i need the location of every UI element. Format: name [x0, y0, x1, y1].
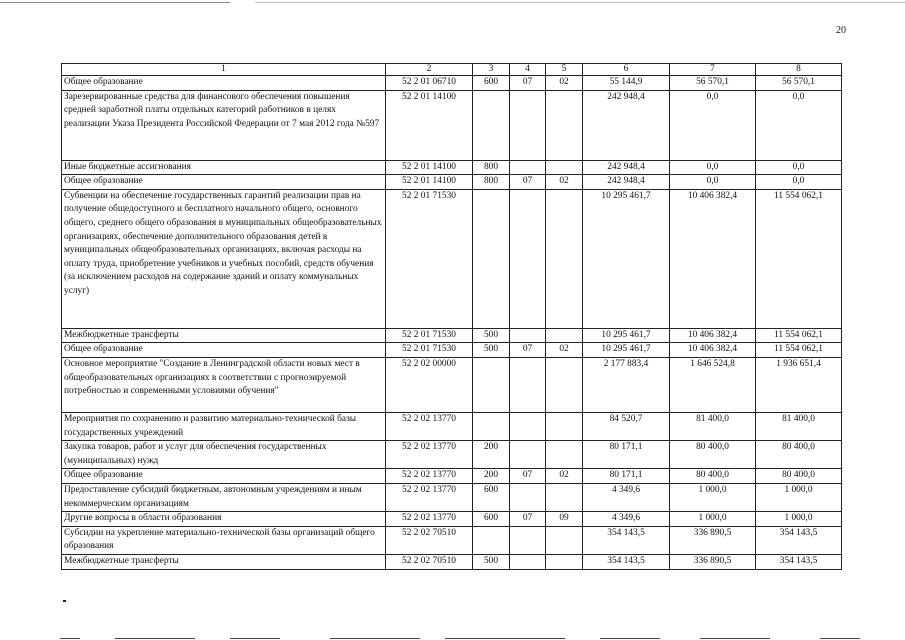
row-value-1: 354 143,5	[583, 554, 670, 569]
row-value-2: 0,0	[670, 160, 756, 175]
row-vr: 600	[473, 512, 510, 527]
table-row	[62, 469, 842, 484]
row-pr: 02	[546, 469, 583, 484]
row-value-3: 80 400,0	[756, 441, 842, 469]
header-cell: 7	[670, 64, 756, 76]
row-code: 52 2 01 71530	[386, 189, 473, 328]
row-rz	[510, 483, 546, 511]
row-name: Общее образование	[62, 175, 386, 190]
row-pr: 02	[546, 76, 583, 91]
row-value-3: 0,0	[756, 90, 842, 160]
table-row	[62, 554, 842, 569]
header-cell: 1	[62, 64, 386, 76]
header-cell: 5	[546, 64, 583, 76]
row-pr: 09	[546, 512, 583, 527]
row-value-3: 80 400,0	[756, 469, 842, 484]
row-value-1: 55 144,9	[583, 76, 670, 91]
row-value-2: 1 646 524,8	[670, 357, 756, 412]
row-value-1: 80 171,1	[583, 469, 670, 484]
row-code: 52 2 02 70510	[386, 554, 473, 569]
row-code: 52 2 01 14100	[386, 175, 473, 190]
row-value-3: 0,0	[756, 175, 842, 190]
row-name: Межбюджетные трансферты	[62, 554, 386, 569]
row-value-2: 336 890,5	[670, 526, 756, 554]
row-value-3: 11 554 062,1	[756, 328, 842, 343]
row-pr	[546, 441, 583, 469]
row-value-2: 10 406 382,4	[670, 328, 756, 343]
row-code: 52 2 01 71530	[386, 328, 473, 343]
row-rz: 07	[510, 343, 546, 358]
row-code: 52 2 02 00000	[386, 357, 473, 412]
row-vr	[473, 189, 510, 328]
row-rz: 07	[510, 512, 546, 527]
row-value-1: 242 948,4	[583, 175, 670, 190]
row-name: Закупка товаров, работ и услуг для обеспечения государственных (муниципальных) нужд	[62, 441, 386, 469]
row-code: 52 2 01 71530	[386, 343, 473, 358]
row-code: 52 2 02 13770	[386, 512, 473, 527]
row-vr	[473, 357, 510, 412]
row-rz	[510, 90, 546, 160]
row-vr	[473, 412, 510, 440]
row-code: 52 2 02 13770	[386, 412, 473, 440]
header-row	[62, 64, 842, 76]
row-name: Общее образование	[62, 76, 386, 91]
row-pr	[546, 412, 583, 440]
row-value-1: 354 143,5	[583, 526, 670, 554]
row-value-3: 81 400,0	[756, 412, 842, 440]
row-value-2: 0,0	[670, 90, 756, 160]
top-rule-right	[255, 2, 905, 3]
row-vr: 500	[473, 343, 510, 358]
row-name: Основное мероприятие "Создание в Ленинградской области новых мест в общеобразовательных организациях в соответствии с прогнозируемой потребностью и современными условиями обучения"	[62, 357, 386, 412]
row-name: Общее образование	[62, 469, 386, 484]
row-value-2: 81 400,0	[670, 412, 756, 440]
row-rz	[510, 328, 546, 343]
row-vr: 600	[473, 76, 510, 91]
row-name: Мероприятия по сохранению и развитию материально-технической базы государственных учреждений	[62, 412, 386, 440]
header-cell: 6	[583, 64, 670, 76]
row-value-3: 56 570,1	[756, 76, 842, 91]
row-vr: 800	[473, 160, 510, 175]
row-value-2: 336 890,5	[670, 554, 756, 569]
table-row	[62, 441, 842, 469]
row-value-1: 10 295 461,7	[583, 343, 670, 358]
row-vr: 500	[473, 554, 510, 569]
row-value-1: 10 295 461,7	[583, 189, 670, 328]
row-name: Общее образование	[62, 343, 386, 358]
row-rz	[510, 441, 546, 469]
row-pr: 02	[546, 175, 583, 190]
row-value-1: 4 349,6	[583, 483, 670, 511]
row-pr	[546, 357, 583, 412]
row-rz: 07	[510, 469, 546, 484]
margin-mark	[63, 600, 66, 602]
row-value-3: 11 554 062,1	[756, 189, 842, 328]
row-value-2: 1 000,0	[670, 512, 756, 527]
row-value-2: 80 400,0	[670, 469, 756, 484]
row-code: 52 2 01 06710	[386, 76, 473, 91]
row-value-1: 4 349,6	[583, 512, 670, 527]
row-value-2: 10 406 382,4	[670, 343, 756, 358]
row-pr	[546, 328, 583, 343]
row-name: Другие вопросы в области образования	[62, 512, 386, 527]
row-name: Зарезервированные средства для финансового обеспечения повышения средней заработной платы отдельных категорий работников в целях реализации Указа Президента Российской Федерации от 7 мая 2012 года №597	[62, 90, 386, 160]
table-row	[62, 483, 842, 511]
header-cell: 4	[510, 64, 546, 76]
header-cell: 3	[473, 64, 510, 76]
row-value-3: 354 143,5	[756, 554, 842, 569]
row-rz	[510, 357, 546, 412]
row-pr	[546, 483, 583, 511]
bottom-scan-edge	[0, 634, 905, 640]
row-rz	[510, 554, 546, 569]
row-vr: 500	[473, 328, 510, 343]
row-rz	[510, 189, 546, 328]
table-row	[62, 328, 842, 343]
row-value-3: 1 936 651,4	[756, 357, 842, 412]
row-pr	[546, 90, 583, 160]
table-row	[62, 90, 842, 160]
row-value-3: 11 554 062,1	[756, 343, 842, 358]
table-row	[62, 343, 842, 358]
page-number: 20	[836, 25, 846, 36]
row-rz	[510, 160, 546, 175]
row-vr: 200	[473, 441, 510, 469]
row-value-1: 10 295 461,7	[583, 328, 670, 343]
row-value-1: 242 948,4	[583, 160, 670, 175]
row-vr: 200	[473, 469, 510, 484]
table-row	[62, 76, 842, 91]
header-cell: 2	[386, 64, 473, 76]
row-rz: 07	[510, 175, 546, 190]
row-pr	[546, 526, 583, 554]
table-row	[62, 512, 842, 527]
row-pr	[546, 160, 583, 175]
row-value-2: 1 000,0	[670, 483, 756, 511]
table-row	[62, 357, 842, 412]
table-row	[62, 160, 842, 175]
row-rz	[510, 412, 546, 440]
row-vr	[473, 526, 510, 554]
row-rz: 07	[510, 76, 546, 91]
row-vr: 600	[473, 483, 510, 511]
row-name: Предоставление субсидий бюджетным, автономным учреждениям и иным некоммерческим организациям	[62, 483, 386, 511]
row-code: 52 2 02 13770	[386, 469, 473, 484]
row-code: 52 2 01 14100	[386, 90, 473, 160]
top-rule-left	[0, 2, 230, 3]
row-name: Иные бюджетные ассигнования	[62, 160, 386, 175]
row-value-1: 2 177 883,4	[583, 357, 670, 412]
row-value-3: 1 000,0	[756, 483, 842, 511]
row-value-2: 80 400,0	[670, 441, 756, 469]
row-value-1: 84 520,7	[583, 412, 670, 440]
table-row	[62, 175, 842, 190]
header-cell: 8	[756, 64, 842, 76]
row-value-1: 80 171,1	[583, 441, 670, 469]
row-name: Межбюджетные трансферты	[62, 328, 386, 343]
row-value-2: 56 570,1	[670, 76, 756, 91]
row-code: 52 2 02 13770	[386, 483, 473, 511]
row-pr: 02	[546, 343, 583, 358]
budget-table	[61, 63, 842, 570]
row-pr	[546, 554, 583, 569]
row-rz	[510, 526, 546, 554]
row-code: 52 2 02 13770	[386, 441, 473, 469]
row-vr	[473, 90, 510, 160]
row-value-3: 1 000,0	[756, 512, 842, 527]
row-name: Субсидии на укрепление материально-технической базы организаций общего образования	[62, 526, 386, 554]
row-vr: 800	[473, 175, 510, 190]
row-value-2: 0,0	[670, 175, 756, 190]
row-pr	[546, 189, 583, 328]
row-value-2: 10 406 382,4	[670, 189, 756, 328]
row-code: 52 2 01 14100	[386, 160, 473, 175]
row-name: Субвенции на обеспечение государственных гарантий реализации прав на получение общедоступного и бесплатного начального общего, основного общего, среднего общего образования в муниципальных общеобразовательных организациях, обеспечение дополнительного образования детей в муниципальных общеобразовательных организациях, включая расходы на оплату труда, приобретение учебников и учебных пособий, средств обучения (за исключением расходов на содержание зданий и оплату коммунальных услуг)	[62, 189, 386, 328]
table-row	[62, 189, 842, 328]
row-code: 52 2 02 70510	[386, 526, 473, 554]
table-row	[62, 526, 842, 554]
table-row	[62, 412, 842, 440]
row-value-1: 242 948,4	[583, 90, 670, 160]
row-value-3: 354 143,5	[756, 526, 842, 554]
row-value-3: 0,0	[756, 160, 842, 175]
